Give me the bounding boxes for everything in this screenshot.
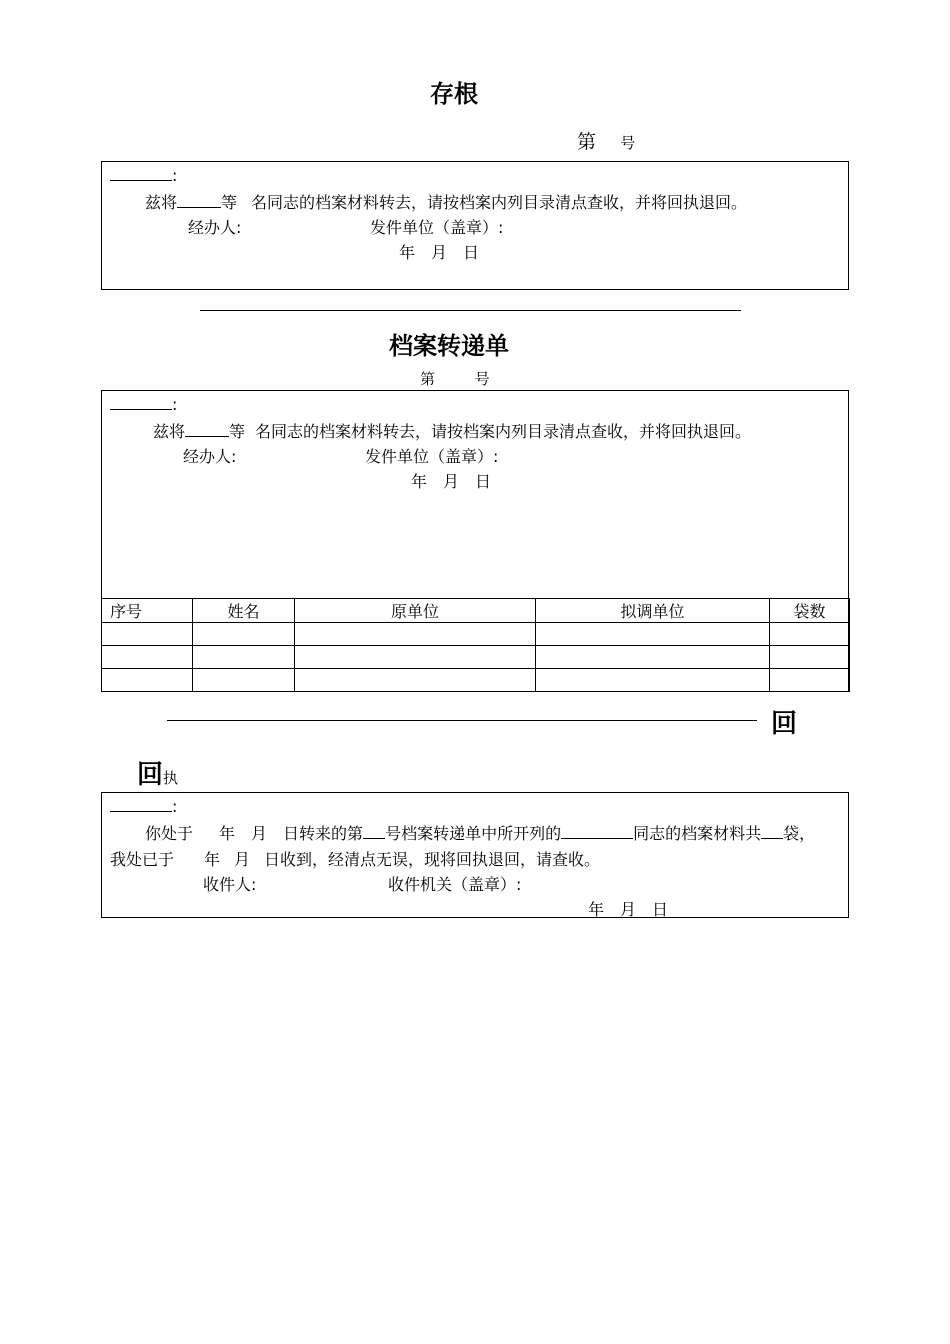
table-cell[interactable] xyxy=(102,646,193,669)
table-cell[interactable] xyxy=(536,646,770,669)
stub-body-line: 兹将 等 名同志的档案材料转去，请按档案内列目录清点查收，并将回执退回。 xyxy=(145,193,748,212)
header-name: 姓名 xyxy=(193,599,295,623)
transfer-table-wrap xyxy=(101,598,849,692)
transfer-number-di: 第 xyxy=(420,370,436,388)
table-row xyxy=(102,669,850,692)
receipt-number-blank[interactable] xyxy=(363,824,385,839)
receipt-bags-blank[interactable] xyxy=(761,824,783,839)
table-cell[interactable] xyxy=(102,669,193,692)
stub-recipient-blank[interactable] xyxy=(110,166,172,181)
transfer-name-blank[interactable] xyxy=(185,422,229,437)
table-cell[interactable] xyxy=(295,669,536,692)
transfer-recipient-blank[interactable] xyxy=(110,395,172,410)
stub-sender: 发件单位（盖章）: xyxy=(370,218,504,237)
table-row xyxy=(102,623,850,646)
receipt-line1: 你处于 年 月 日转来的第 号档案转递单中所开列的 同志的档案材料共 袋， xyxy=(145,824,816,843)
transfer-title: 档案转递单 xyxy=(389,332,509,360)
transfer-date: 年 月 日 xyxy=(411,472,492,491)
header-orig-unit: 原单位 xyxy=(295,599,536,623)
stub-number xyxy=(577,127,635,154)
table-cell[interactable] xyxy=(193,669,295,692)
table-cell[interactable] xyxy=(770,646,850,669)
transfer-box xyxy=(101,390,849,692)
table-row xyxy=(102,646,850,669)
stub-recipient: : xyxy=(110,166,177,185)
header-seq: 序号 xyxy=(102,599,193,623)
stub-title: 存根 xyxy=(430,80,478,108)
table-cell[interactable] xyxy=(193,623,295,646)
stub-cut-line xyxy=(200,310,741,311)
receipt-title xyxy=(137,754,178,791)
table-cell[interactable] xyxy=(536,623,770,646)
table-cell[interactable] xyxy=(770,623,850,646)
table-cell[interactable] xyxy=(295,623,536,646)
stub-name-blank[interactable] xyxy=(177,193,221,208)
transfer-number-hao: 号 xyxy=(474,370,490,388)
stub-number-hao: 号 xyxy=(620,134,636,152)
stub-date: 年 月 日 xyxy=(399,243,480,262)
header-target-unit: 拟调单位 xyxy=(536,599,770,623)
table-cell[interactable] xyxy=(295,646,536,669)
table-cell[interactable] xyxy=(193,646,295,669)
receipt-recipient: : xyxy=(110,797,177,816)
transfer-cut-line xyxy=(167,720,757,721)
table-header-row xyxy=(102,599,850,623)
table-cell[interactable] xyxy=(536,669,770,692)
stub-number-di: 第 xyxy=(577,131,597,153)
transfer-sender: 发件单位（盖章）: xyxy=(365,447,499,466)
receipt-date: 年 月 日 xyxy=(588,900,669,919)
stub-handler: 经办人: xyxy=(188,218,242,237)
receipt-names-blank[interactable] xyxy=(561,824,633,839)
receipt-hui-right: 回 xyxy=(771,709,798,739)
receipt-receiver-org: 收件机关（盖章）: xyxy=(388,875,522,894)
stub-box xyxy=(101,161,849,290)
receipt-zhi: 执 xyxy=(163,769,179,787)
receipt-receiver: 收件人: xyxy=(203,875,257,894)
receipt-line2: 我处已于 年 月 日收到，经清点无误，现将回执退回，请查收。 xyxy=(110,850,601,869)
receipt-box xyxy=(101,792,849,918)
transfer-number xyxy=(420,368,490,389)
transfer-handler: 经办人: xyxy=(183,447,237,466)
table-cell[interactable] xyxy=(102,623,193,646)
transfer-table xyxy=(101,598,850,692)
header-bags: 袋数 xyxy=(770,599,850,623)
receipt-hui-left: 回 xyxy=(137,760,164,790)
transfer-body-line: 兹将 等 名同志的档案材料转去，请按档案内列目录清点查收，并将回执退回。 xyxy=(153,422,752,441)
receipt-recipient-blank[interactable] xyxy=(110,797,172,812)
table-cell[interactable] xyxy=(770,669,850,692)
transfer-recipient: : xyxy=(110,395,177,414)
